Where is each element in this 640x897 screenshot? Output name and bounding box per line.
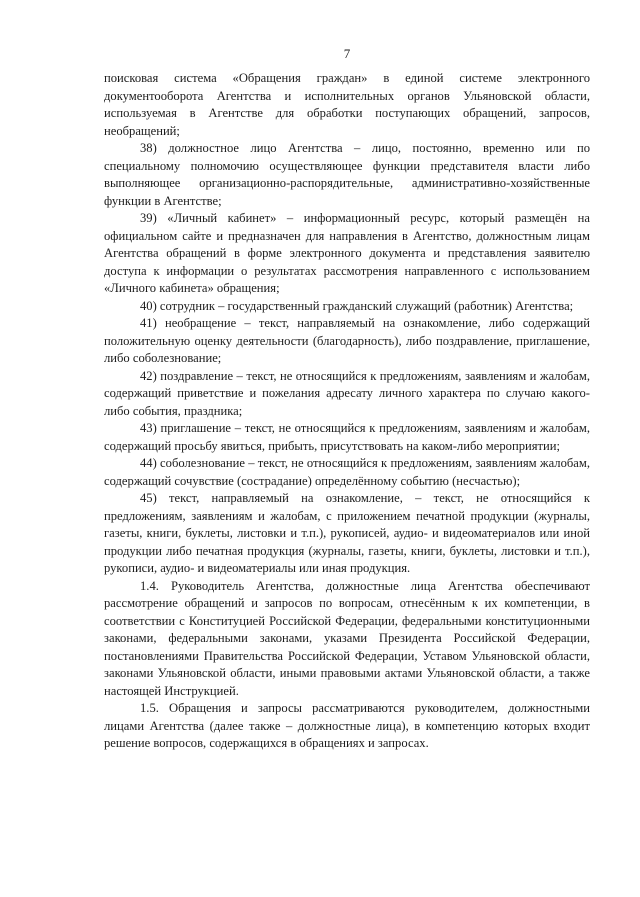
paragraph-search-system: поисковая система «Обращения граждан» в единой системе электронного документооборота Агентства и исполнительных органов Ульяновской области, используемая в Агентстве для обработки поступающих обращений, запросов, необращений; <box>104 71 590 138</box>
paragraph-item-39: 39) «Личный кабинет» – информационный ресурс, который размещён на официальном сайте и предназначен для направления в Агентство, должностным лицам Агентства обращений в форме электронного документа и представления заявителю доступа к информации о результатах рассмотрения направленного с использованием «Личного кабинета» обращения; <box>104 211 590 295</box>
paragraph-item-41: 41) необращение – текст, направляемый на ознакомление, либо содержащий положительную оценку деятельности (благодарность), либо поздравление, приглашение, либо соболезнование; <box>104 316 590 365</box>
paragraph-item-43: 43) приглашение – текст, не относящийся к предложениям, заявлениям и жалобам, содержащий просьбу явиться, прибыть, присутствовать на каком-либо мероприятии; <box>104 421 590 453</box>
paragraph-section-1-5: 1.5. Обращения и запросы рассматриваются руководителем, должностными лицами Агентства (далее также – должностные лица), в компетенцию которых входит решение вопросов, содержащихся в обращениях и запросах. <box>104 701 590 750</box>
paragraph-item-45: 45) текст, направляемый на ознакомление, – текст, не относящийся к предложениям, заявлениям и жалобам, с приложением печатной продукции (журналы, газеты, книги, буклеты, листовки и т.п.), рукописей, аудио- и видеоматериалов или иной продукции либо печатная продукция (журналы, газеты, книги, буклеты, листовки и т.п.), рукописи, аудио- и видеоматериалы или иная продукция. <box>104 491 590 575</box>
page-number: 7 <box>343 46 351 61</box>
paragraph-item-42: 42) поздравление – текст, не относящийся к предложениям, заявлениям и жалобам, содержащий приветствие и пожелания адресату личного характера по случаю какого-либо события, праздника; <box>104 368 590 418</box>
paragraph-section-1-4: 1.4. Руководитель Агентства, должностные лица Агентства обеспечивают рассмотрение обращений и запросов по вопросам, отнесённым к их компетенции, в соответствии с Конституцией Российской Федерации, федеральными конституционными законами, федеральными законами, указами Президента Российской Федерации, постановлениями Правительства Российской Федерации, Уставом Ульяновской области, законами Ульяновской области, иными правовыми актами Ульяновской области, а также настоящей Инструкцией. <box>104 578 590 698</box>
paragraph-item-44: 44) соболезнование – текст, не относящийся к предложениям, заявлениям жалобам, содержащий сочувствие (сострадание) определённому событию (несчастью); <box>104 456 590 488</box>
paragraph-item-40: 40) сотрудник – государственный гражданский служащий (работник) Агентства; <box>140 298 574 313</box>
paragraph-item-38: 38) должностное лицо Агентства – лицо, постоянно, временно или по специальному полномочию осуществляющее функции представителя власти либо выполняющее организационно-распорядительные, административно-хозяйственные функции в Агентстве; <box>104 141 590 208</box>
